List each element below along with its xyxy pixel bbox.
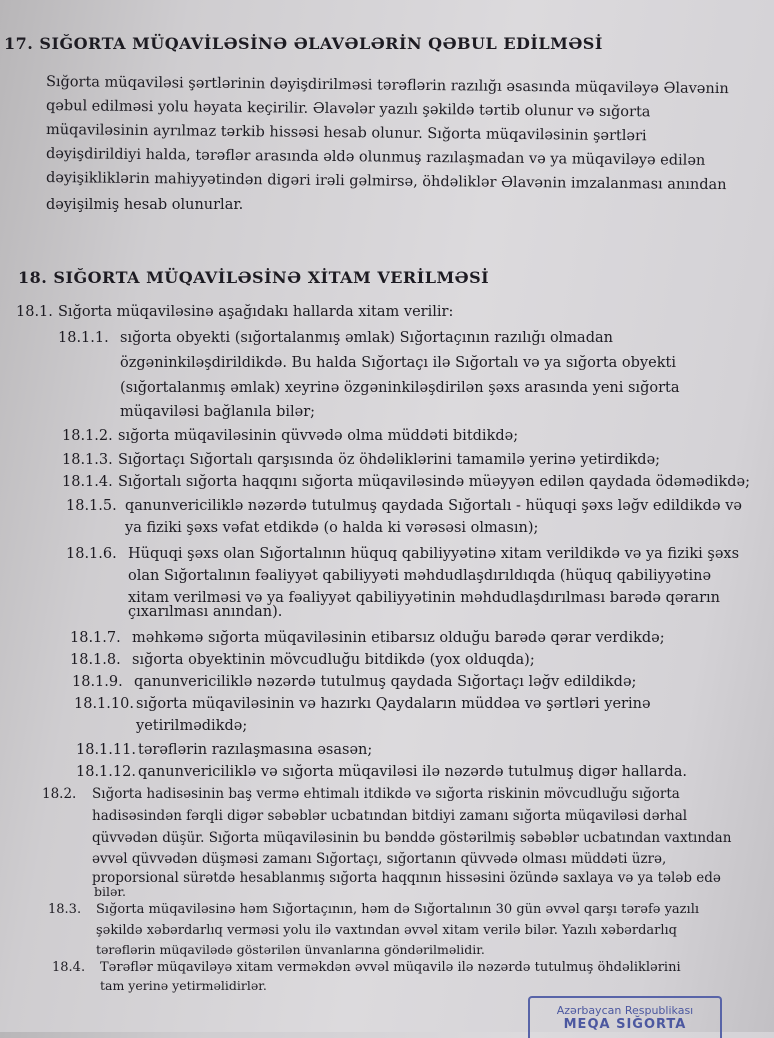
clause-text: olan Sığortalının fəaliyyət qabiliyyəti məhdudlaşdırıldıqda (hüquq qabiliyyətinə — [128, 568, 712, 584]
clause-text: tam yerinə yetirməlidirlər. — [100, 978, 267, 993]
section-18-heading: 18. SIĞORTA MÜQAVİLƏSİNƏ XİTAM VERİLMƏSİ — [18, 268, 490, 287]
clause-text: xitam verilməsi və ya fəaliyyət qabiliyyətinin məhdudlaşdırılması barədə qərarın — [128, 590, 720, 606]
clause-number: 18.1.6. — [66, 546, 117, 562]
clause-number: 18.1. — [16, 304, 53, 320]
clause-text: Sığortaçı Sığortalı qarşısında öz öhdəliklərini tamamilə yerinə yetirdikdə; — [118, 452, 661, 468]
clause-number: 18.1.12. — [76, 764, 136, 780]
clause-text: tərəflərin razılaşmasına əsasən; — [138, 742, 373, 758]
stamp-line-1: Azərbaycan Respublikası — [556, 1004, 694, 1017]
s17-line: qəbul edilməsi yolu həyata keçirilir. Əlavələr yazılı şəkildə tərtib olunur və sığorta — [45, 98, 651, 121]
s17-line: Sığorta müqaviləsi şərtlərinin dəyişdirilməsi tərəflərin razılığı əsasında müqaviləyə Əlavənin — [45, 74, 729, 98]
clause-text: Tərəflər müqaviləyə xitam verməkdən əvvəl müqavilə ilə nəzərdə tutulmuş öhdəliklərini — [100, 960, 681, 975]
clause-text: proporsional sürətdə hesablanmış sığorta haqqının hissəsini özündə saxlaya və ya tələb edə — [92, 870, 721, 886]
clause-number: 18.1.10. — [74, 696, 134, 712]
stamp-line-2: MEQA SIĞORTA — [563, 1017, 687, 1032]
clause-text: qanunvericiliklə nəzərdə tutulmuş qaydada Sığortaçı ləğv edildikdə; — [134, 674, 637, 690]
clause-text: ya fiziki şəxs vəfat etdikdə (o halda ki vərəsəsi olmasın); — [125, 520, 539, 536]
s17-line: dəyişdirildiyi halda, tərəflər arasında əldə olunmuş razılaşmadan və ya müqaviləyə edilən — [45, 146, 706, 169]
clause-text: Hüquqi şəxs olan Sığortalının hüquq qabiliyyətinə xitam verildikdə və ya fiziki şəxs — [128, 546, 740, 562]
clause-text: şəkildə xəbərdarlıq verməsi yolu ilə vaxtından əvvəl xitam verilə bilər. Yazılı xəbərdarlıq — [96, 923, 678, 938]
clause-text: özgəninkiləşdirildikdə. Bu halda Sığortaçı ilə Sığortalı və ya sığorta obyekti — [120, 355, 676, 371]
clause-text: sığorta obyekti (sığortalanmış əmlak) Sığortaçının razılığı olmadan — [120, 330, 613, 346]
clause-text: çıxarılması anından). — [128, 604, 283, 620]
clause-text: sığorta müqaviləsinin qüvvədə olma müddəti bitdikdə; — [118, 428, 519, 444]
clause-text: (sığortalanmış əmlak) xeyrinə özgəninkiləşdirilən şəxs arasında yeni sığorta — [120, 380, 680, 396]
clause-text: tərəflərin müqavilədə göstərilən ünvanlarına göndərilməlidir. — [96, 942, 485, 957]
clause-text: müqaviləsi bağlanıla bilər; — [120, 404, 316, 420]
clause-text: əvvəl qüvvədən düşməsi zamanı Sığortaçı, sığortanın qüvvədə olması müddəti üzrə, — [92, 851, 667, 867]
clause-number: 18.1.1. — [58, 330, 109, 346]
s17-line: dəyişilmiş hesab olunurlar. — [46, 197, 244, 213]
clause-text: qüvvədən düşür. Sığorta müqaviləsinin bu bənddə göstərilmiş səbəblər ucbatından vaxtından — [92, 830, 732, 846]
clause-number: 18.1.3. — [62, 452, 113, 468]
clause-text: yetirilmədikdə; — [136, 718, 248, 734]
section-17-heading: 17. SIĞORTA MÜQAVİLƏSİNƏ ƏLAVƏLƏRİN QƏBUL EDİLMƏSİ — [4, 34, 603, 53]
clause-number: 18.1.9. — [72, 674, 123, 690]
clause-number: 18.1.5. — [66, 498, 117, 514]
clause-text: Sığorta müqaviləsinə aşağıdakı hallarda xitam verilir: — [58, 304, 454, 320]
clause-number: 18.1.8. — [70, 652, 121, 668]
clause-text: sığorta obyektinin mövcudluğu bitdikdə (yox olduqda); — [132, 652, 535, 668]
clause-number: 18.1.2. — [62, 428, 113, 444]
clause-text: qanunvericiliklə nəzərdə tutulmuş qaydada Sığortalı - hüquqi şəxs ləğv edildikdə və — [125, 498, 743, 514]
clause-number: 18.1.11. — [76, 742, 136, 758]
s17-line: dəyişikliklərin mahiyyətindən digəri irəli gəlmirsə, öhdəliklər Əlavənin imzalanması anından — [45, 170, 727, 194]
clause-number: 18.4. — [52, 960, 86, 975]
clause-text: məhkəmə sığorta müqaviləsinin etibarsız olduğu barədə qərar verdikdə; — [132, 630, 665, 646]
clause-text: Sığorta hadisəsinin baş vermə ehtimalı itdikdə və sığorta riskinin mövcudluğu sığorta — [92, 786, 680, 802]
clause-number: 18.1.7. — [70, 630, 121, 646]
clause-text: hadisəsindən fərqli digər səbəblər ucbatından bitdiyi zamanı sığorta müqaviləsi dərhal — [92, 808, 688, 824]
clause-number: 18.1.4. — [62, 474, 113, 490]
clause-text: sığorta müqaviləsinin və hazırkı Qaydaların müddəa və şərtləri yerinə — [136, 696, 651, 712]
clause-number: 18.3. — [48, 902, 82, 917]
clause-text: bilər. — [94, 884, 126, 899]
clause-text: qanunvericiliklə və sığorta müqaviləsi ilə nəzərdə tutulmuş digər hallarda. — [138, 764, 687, 780]
s17-line: müqaviləsinin ayrılmaz tərkib hissəsi hesab olunur. Sığorta müqaviləsinin şərtləri — [45, 122, 647, 145]
clause-text: Sığorta müqaviləsinə həm Sığortaçının, həm də Sığortalının 30 gün əvvəl qarşı tərəfə yazılı — [96, 902, 700, 917]
clause-text: Sığortalı sığorta haqqını sığorta müqaviləsində müəyyən edilən qaydada ödəmədikdə; — [118, 474, 751, 490]
clause-number: 18.2. — [42, 786, 77, 802]
